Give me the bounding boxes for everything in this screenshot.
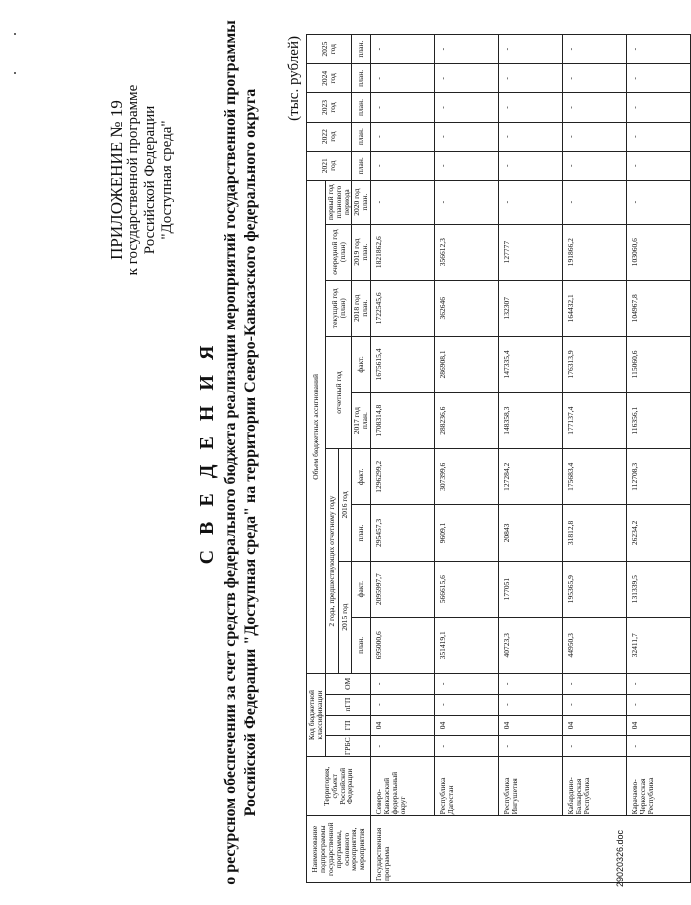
value-cell-v2024: - <box>563 64 627 93</box>
document-title: С В Е Д Е Н И Я <box>196 340 218 565</box>
table-row <box>499 35 563 883</box>
value-cell-gp: 04 <box>563 715 627 736</box>
value-cell-v2025: - <box>563 35 627 64</box>
plan-label: план. <box>360 193 370 211</box>
year-label: 2019 год <box>352 238 362 266</box>
value-cell-v2016p: 9609,1 <box>435 505 499 561</box>
value-cell-v2019: 1821862,6 <box>371 224 435 280</box>
value-cell-v2019: 103060,6 <box>627 224 691 280</box>
value-cell-v2022: - <box>563 122 627 151</box>
plan-header: план. <box>352 93 371 122</box>
value-cell-v2016p: 31812,8 <box>563 505 627 561</box>
document-code: 29020326.doc <box>615 829 625 887</box>
resource-table <box>306 34 691 883</box>
territory-cell: Карачаево-Черкесская Республика <box>627 757 691 816</box>
value-cell-v2020: - <box>371 180 435 224</box>
col-report-year-header: отчетный год <box>325 336 352 448</box>
col-territory-header: Территория, субъект Российской Федерации <box>307 757 371 816</box>
value-cell-v2021: - <box>627 151 691 180</box>
year-label: 2020 год <box>352 188 362 216</box>
plan-label: план. <box>360 243 370 261</box>
value-cell-v2015f: 195365,9 <box>563 561 627 617</box>
value-cell-om: - <box>563 673 627 694</box>
table-body <box>371 35 691 883</box>
annex-line: Российской Федерации <box>142 105 158 255</box>
annex-line: "Доступная среда" <box>159 120 175 240</box>
value-cell-v2017p: 288236,6 <box>435 393 499 449</box>
value-cell-v2023: - <box>435 93 499 122</box>
plan-label: план. <box>360 299 370 317</box>
col-volume-header: Объем бюджетных ассигнований <box>307 180 326 673</box>
value-cell-v2022: - <box>371 122 435 151</box>
col-current-year-header: текущий год (план) <box>325 280 352 336</box>
value-cell-v2021: - <box>563 151 627 180</box>
value-cell-v2021: - <box>371 151 435 180</box>
plan-header: план. <box>352 617 371 673</box>
value-cell-pgp: - <box>371 694 435 715</box>
value-cell-v2015p: 40723,3 <box>499 617 563 673</box>
value-cell-v2020: - <box>563 180 627 224</box>
value-cell-v2015p: 351419,1 <box>435 617 499 673</box>
col-pgp-header: пГП <box>325 694 370 715</box>
value-cell-pgp: - <box>435 694 499 715</box>
col-budget-code-header: Код бюджетной классификации <box>307 673 326 756</box>
year-label: 2018 год <box>352 294 362 322</box>
value-cell-v2016p: 20843 <box>499 505 563 561</box>
col-2022-header: 2022 год <box>307 122 352 151</box>
col-2019-plan-header <box>352 224 371 280</box>
value-cell-v2016f: 112708,3 <box>627 449 691 505</box>
col-2018-plan-header <box>352 280 371 336</box>
col-2025-header: 2025 год <box>307 35 352 64</box>
col-name-header: Наименование подпрограммы государственной программы, основного мероприятия, мероприятия <box>307 816 371 883</box>
value-cell-v2019: 127777 <box>499 224 563 280</box>
value-cell-v2018: 132307 <box>499 280 563 336</box>
col-first-plan-year-header: первый год планового периода <box>325 180 352 224</box>
value-cell-gp: 04 <box>435 715 499 736</box>
value-cell-v2020: - <box>435 180 499 224</box>
value-cell-pgp: - <box>499 694 563 715</box>
plan-header: план. <box>352 64 371 93</box>
document-subtitle: Российской Федерации "Доступная среда" на территории Северо-Кавказского федерального округа <box>242 88 259 817</box>
value-cell-v2024: - <box>499 64 563 93</box>
value-cell-v2021: - <box>499 151 563 180</box>
value-cell-v2018: 1722545,6 <box>371 280 435 336</box>
plan-header: план. <box>352 151 371 180</box>
plan-header: план. <box>352 122 371 151</box>
col-grbs-header: ГРБС <box>325 736 370 757</box>
value-cell-v2020: - <box>499 180 563 224</box>
value-cell-gp: 04 <box>371 715 435 736</box>
table-row <box>563 35 627 883</box>
territory-cell: Республика Ингушетия <box>499 757 563 816</box>
value-cell-v2017p: 116356,1 <box>627 393 691 449</box>
col-2015-header: 2015 год <box>339 561 352 673</box>
table-row <box>371 35 435 883</box>
value-cell-v2022: - <box>627 122 691 151</box>
value-cell-v2017f: 1675615,4 <box>371 336 435 392</box>
annex-header <box>108 30 176 330</box>
annex-number: ПРИЛОЖЕНИЕ № 19 <box>107 100 126 260</box>
col-2016-header: 2016 год <box>339 449 352 561</box>
col-two-years-header: 2 года, предшествующих отчетному году <box>325 449 338 674</box>
table-row <box>435 35 499 883</box>
territory-cell: Северо-Кавказский федеральный округ <box>371 757 435 816</box>
col-2017-plan-header <box>352 393 371 449</box>
value-cell-v2017f: 147335,4 <box>499 336 563 392</box>
value-cell-v2018: 362646 <box>435 280 499 336</box>
fact-header: факт. <box>352 561 371 617</box>
value-cell-v2025: - <box>627 35 691 64</box>
value-cell-v2022: - <box>435 122 499 151</box>
value-cell-v2017f: 115060,6 <box>627 336 691 392</box>
value-cell-v2024: - <box>435 64 499 93</box>
value-cell-pgp: - <box>627 694 691 715</box>
value-cell-v2020: - <box>627 180 691 224</box>
territory-cell: Республика Дагестан <box>435 757 499 816</box>
value-cell-v2025: - <box>499 35 563 64</box>
value-cell-grbs: - <box>627 736 691 757</box>
value-cell-gp: 04 <box>499 715 563 736</box>
program-name-cell: Государственная программа <box>371 816 691 883</box>
territory-cell: Кабардино-Балкарская Республика <box>563 757 627 816</box>
value-cell-v2015p: 44950,3 <box>563 617 627 673</box>
table-row <box>627 35 691 883</box>
value-cell-gp: 04 <box>627 715 691 736</box>
col-2023-header: 2023 год <box>307 93 352 122</box>
annex-line: к государственной программе <box>125 84 141 276</box>
value-cell-v2018: 164432,1 <box>563 280 627 336</box>
col-2017-fact-header <box>352 336 371 392</box>
fact-header: факт. <box>352 449 371 505</box>
col-2024-header: 2024 год <box>307 64 352 93</box>
value-cell-v2025: - <box>435 35 499 64</box>
plan-header: план. <box>352 505 371 561</box>
col-2021-header: 2021 год <box>307 151 352 180</box>
document-subtitle: о ресурсном обеспечении за счет средств федерального бюджета реализации мероприятий государственной программы <box>222 20 239 885</box>
value-cell-v2025: - <box>371 35 435 64</box>
value-cell-v2022: - <box>499 122 563 151</box>
value-cell-om: - <box>371 673 435 694</box>
value-cell-v2016f: 307399,6 <box>435 449 499 505</box>
value-cell-v2017f: 286908,1 <box>435 336 499 392</box>
value-cell-grbs: - <box>499 736 563 757</box>
value-cell-om: - <box>499 673 563 694</box>
value-cell-v2015f: 131339,5 <box>627 561 691 617</box>
value-cell-v2023: - <box>627 93 691 122</box>
value-cell-v2015p: 695000,6 <box>371 617 435 673</box>
col-2020-plan-header <box>352 180 371 224</box>
value-cell-v2015f: 2095997,7 <box>371 561 435 617</box>
value-cell-v2015f: 177051 <box>499 561 563 617</box>
value-cell-v2017p: 1708314,8 <box>371 393 435 449</box>
value-cell-grbs: - <box>563 736 627 757</box>
col-gp-header: ГП <box>325 715 370 736</box>
value-cell-v2024: - <box>371 64 435 93</box>
value-cell-om: - <box>435 673 499 694</box>
year-label: 2017 год <box>352 407 362 435</box>
value-cell-v2017f: 176313,9 <box>563 336 627 392</box>
value-cell-v2023: - <box>563 93 627 122</box>
value-cell-pgp: - <box>563 694 627 715</box>
plan-label: план. <box>360 412 370 430</box>
value-cell-v2019: 191866,2 <box>563 224 627 280</box>
value-cell-v2016f: 127284,2 <box>499 449 563 505</box>
value-cell-v2016f: 1296299,2 <box>371 449 435 505</box>
value-cell-v2024: - <box>627 64 691 93</box>
value-cell-v2019: 356612,3 <box>435 224 499 280</box>
value-cell-v2015p: 32411,7 <box>627 617 691 673</box>
unit-label: (тыс. рублей) <box>286 36 302 121</box>
value-cell-grbs: - <box>435 736 499 757</box>
fact-label: факт. <box>356 356 366 373</box>
value-cell-v2017p: 177137,4 <box>563 393 627 449</box>
value-cell-v2016p: 26234,2 <box>627 505 691 561</box>
value-cell-om: - <box>627 673 691 694</box>
value-cell-v2023: - <box>499 93 563 122</box>
value-cell-v2021: - <box>435 151 499 180</box>
plan-header: план. <box>352 35 371 64</box>
value-cell-v2023: - <box>371 93 435 122</box>
value-cell-v2016p: 295457,3 <box>371 505 435 561</box>
value-cell-v2015f: 566615,6 <box>435 561 499 617</box>
value-cell-v2017p: 148358,3 <box>499 393 563 449</box>
col-next-year-header: очередной год (план) <box>325 224 352 280</box>
value-cell-v2018: 104967,8 <box>627 280 691 336</box>
value-cell-v2016f: 175683,4 <box>563 449 627 505</box>
col-om-header: ОМ <box>325 673 370 694</box>
value-cell-grbs: - <box>371 736 435 757</box>
